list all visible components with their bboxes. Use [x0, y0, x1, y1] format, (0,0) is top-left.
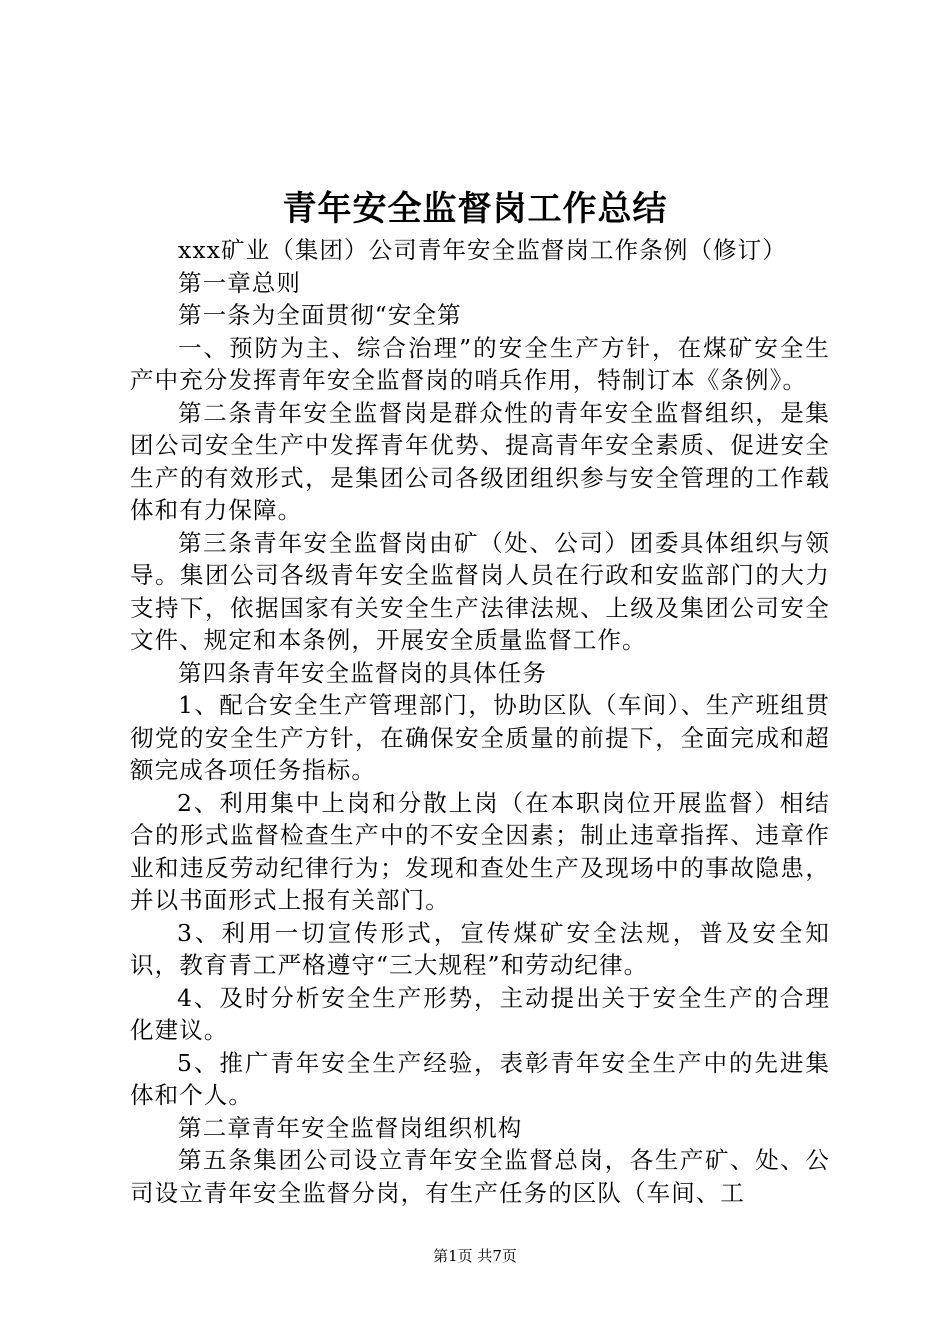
page-number-footer: 第1页 共7页 [433, 1247, 517, 1265]
paragraph-article-1-cont: 一、预防为主、综合治理”的安全生产方针，在煤矿安全生产中充分发挥青年安全监督岗的哨兵作用，特制订本《条例》。 [130, 333, 830, 394]
paragraph-task-2: 2、利用集中上岗和分散上岗（在本职岗位开展监督）相结合的形式监督检查生产中的不安全因素；制止违章指挥、违章作业和违反劳动纪律行为；发现和查处生产及现场中的事故隐患，并以书面形式上报有关部门。 [130, 788, 830, 914]
paragraph-task-1: 1、配合安全生产管理部门，协助区队（车间）、生产班组贯彻党的安全生产方针，在确保安全质量的前提下，全面完成和超额完成各项任务指标。 [130, 691, 830, 784]
paragraph-article-4: 第四条青年安全监督岗的具体任务 [178, 658, 547, 687]
document-body [130, 234, 830, 1209]
paragraph-task-4: 4、及时分析安全生产形势，主动提出关于安全生产的合理化建议。 [130, 983, 830, 1044]
paragraph-chapter-2: 第二章青年安全监督岗组织机构 [178, 1113, 523, 1142]
paragraph-chapter-1: 第一章总则 [178, 268, 301, 297]
paragraph-article-5: 第五条集团公司设立青年安全监督总岗，各生产矿、处、公司设立青年安全监督分岗，有生产任务的区队（车间、工 [130, 1146, 830, 1207]
paragraph-task-5: 5、推广青年安全生产经验，表彰青年安全生产中的先进集体和个人。 [130, 1048, 830, 1109]
paragraph-heading-regulation: xxx矿业（集团）公司青年安全监督岗工作条例（修订） [178, 236, 787, 264]
paragraph-article-1-start: 第一条为全面贯彻“安全第 [178, 301, 462, 329]
document-title: 青年安全监督岗工作总结 [282, 189, 668, 229]
paragraph-article-2: 第二条青年安全监督岗是群众性的青年安全监督组织，是集团公司安全生产中发挥青年优势、提高青年安全素质、促进安全生产的有效形式，是集团公司各级团组织参与安全管理的工作载体和有力保障。 [130, 398, 830, 524]
paragraph-article-3: 第三条青年安全监督岗由矿（处、公司）团委具体组织与领导。集团公司各级青年安全监督岗人员在行政和安监部门的大力支持下，依据国家有关安全生产法律法规、上级及集团公司安全文件、规定和本条例，开展安全质量监督工作。 [130, 528, 830, 654]
paragraph-task-3: 3、利用一切宣传形式，宣传煤矿安全法规，普及安全知识，教育青工严格遵守“三大规程”和劳动纪律。 [130, 918, 830, 979]
